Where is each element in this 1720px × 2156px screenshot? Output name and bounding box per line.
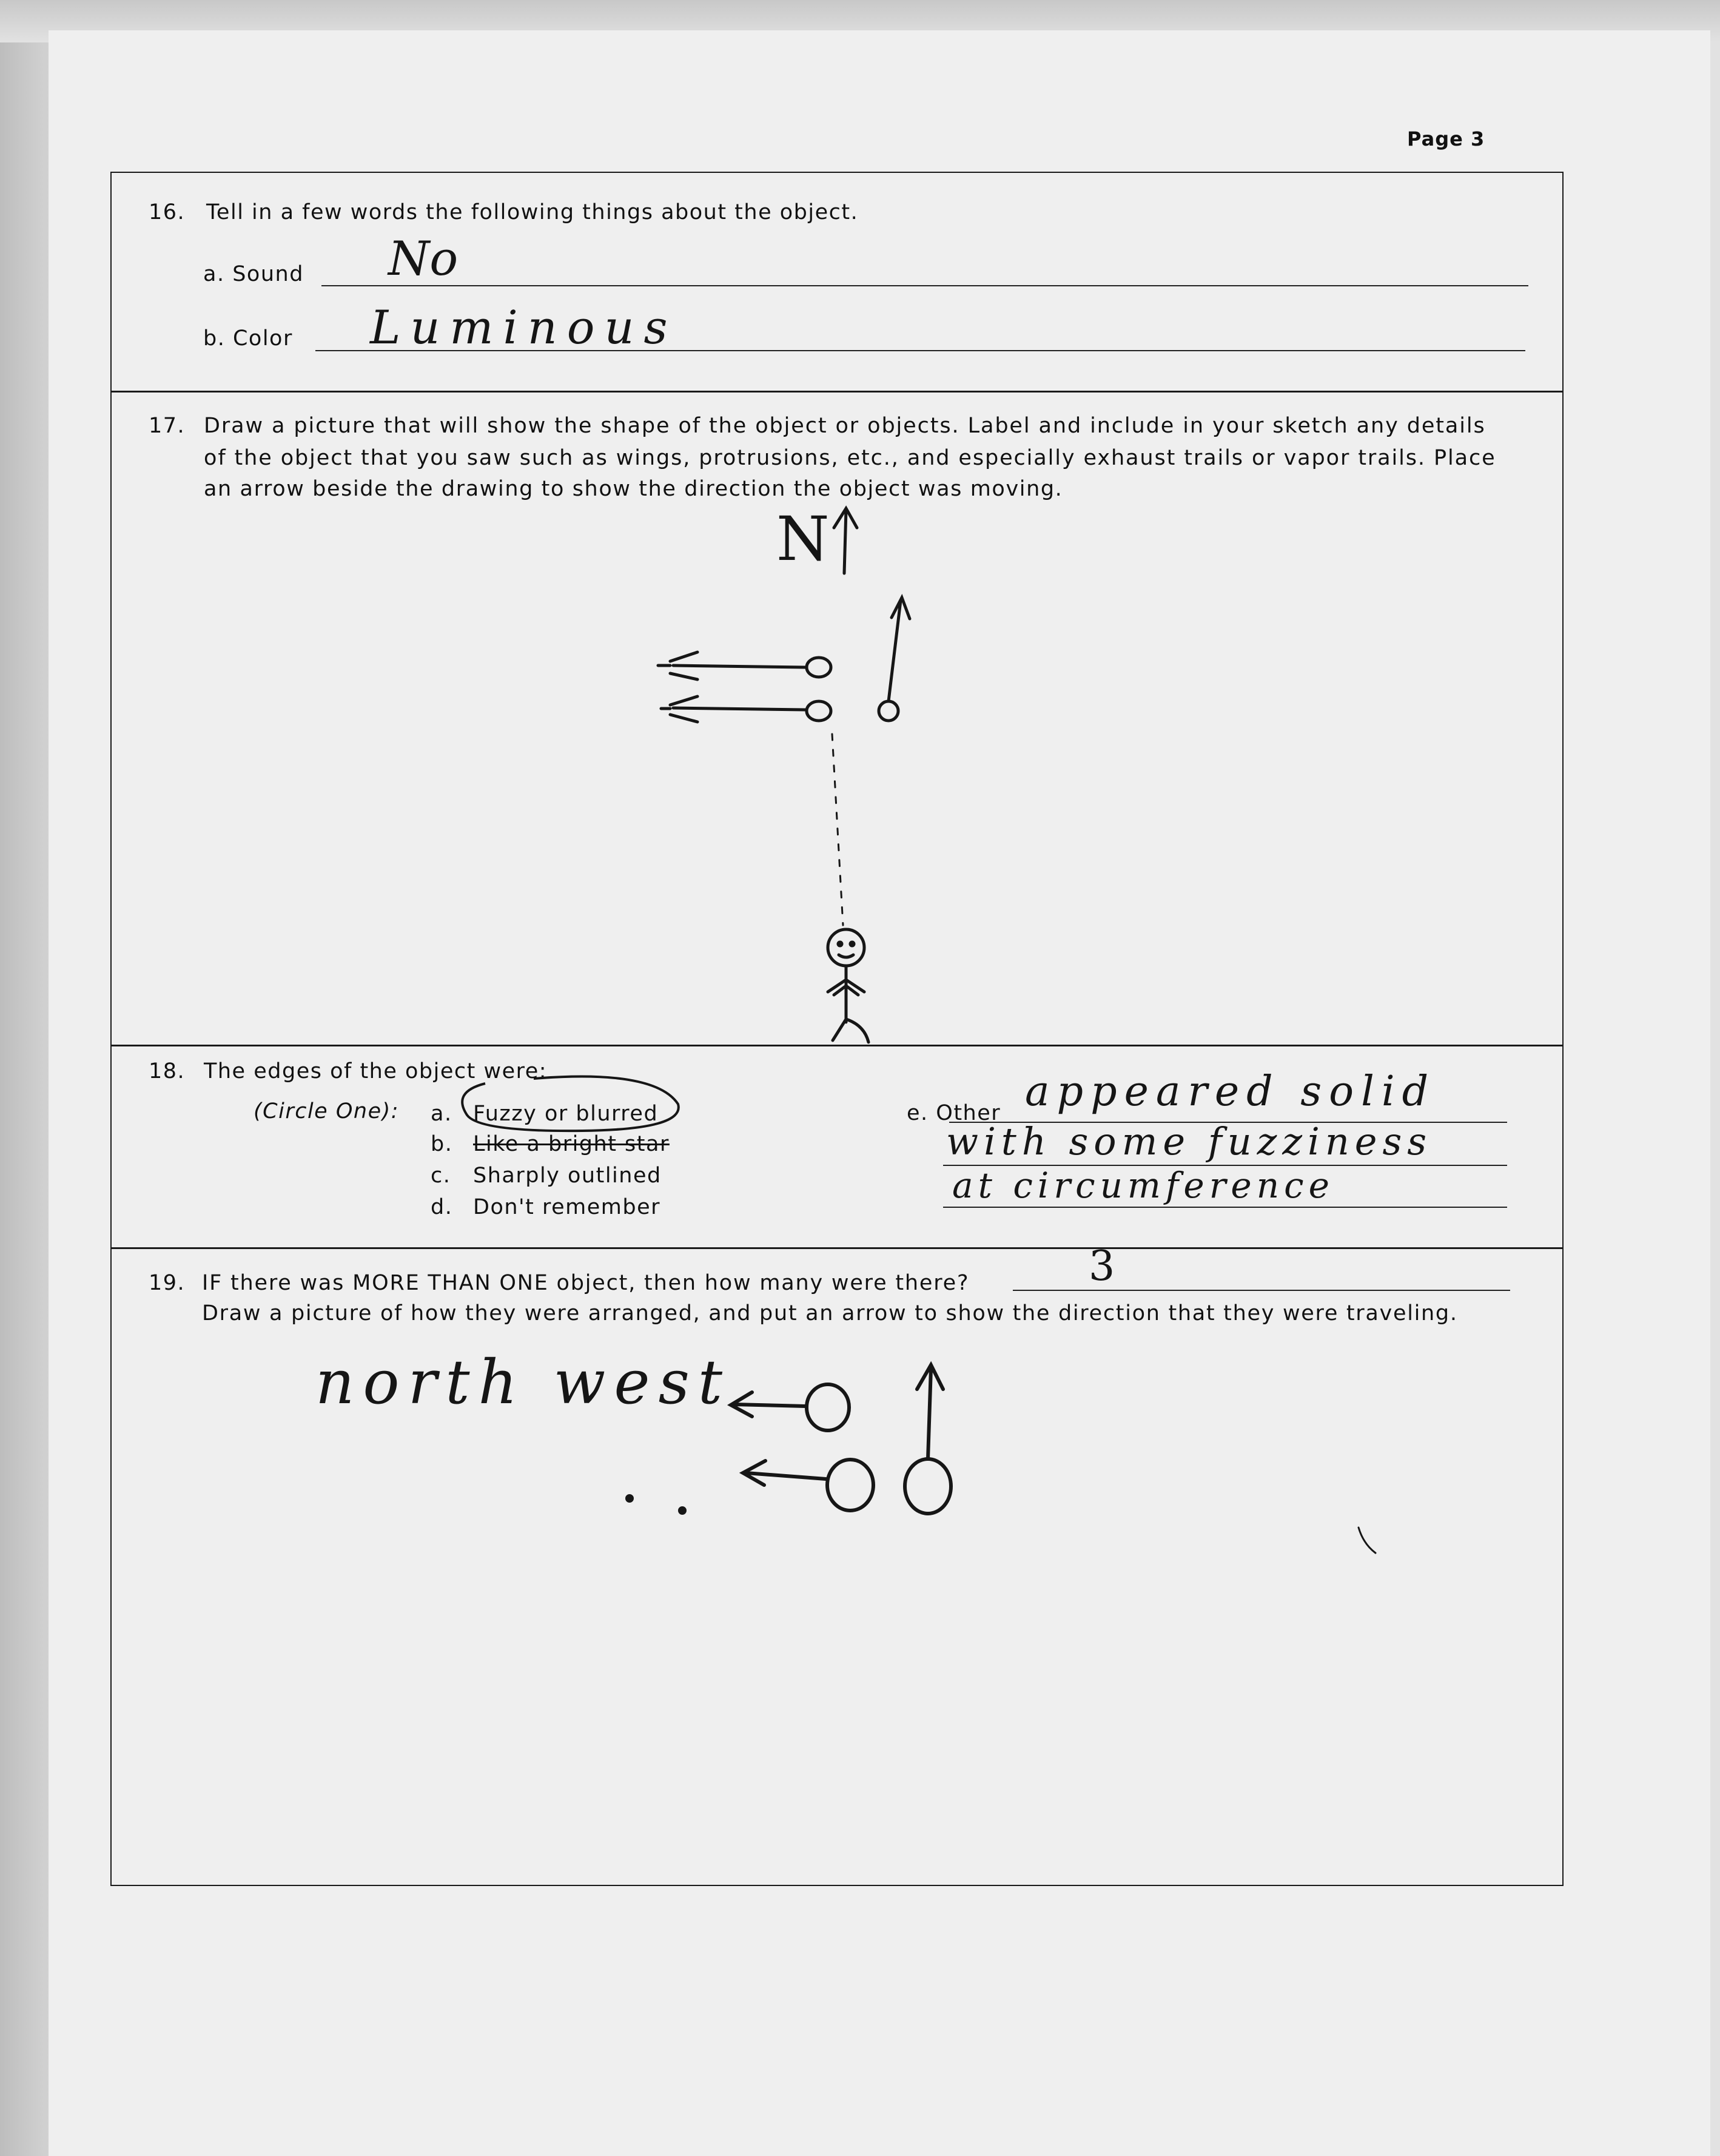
q19-number: 19. [149,1271,186,1295]
other-label: e. Other [907,1101,1001,1125]
option-d-letter: d. [431,1195,453,1219]
q19-line2: Draw a picture of how they were arranged, and put an arrow to show the direction that they were traveling. [202,1301,1458,1326]
q18-prompt: The edges of the object were: [204,1059,548,1083]
north-label: N [776,504,830,574]
page-number: Page 3 [1407,127,1485,150]
circle-one-label: (Circle One): [254,1099,400,1123]
option-c-letter: c. [431,1164,451,1188]
option-b-letter: b. [431,1132,453,1156]
q17-line2: of the object that you saw such as wings, protrusions, etc., and especially exhaust trails or vapor trails. Place [204,446,1496,470]
other-answer-line2[interactable]: with some fuzziness [946,1119,1433,1164]
other-answer-line3[interactable]: at circumference [952,1165,1334,1206]
option-a-letter: a. [431,1102,452,1126]
object-count-answer[interactable]: 3 [1089,1242,1115,1290]
q17-line3: an arrow beside the drawing to show the direction the object was moving. [204,477,1063,501]
other-answer-line1[interactable]: appeared solid [1025,1068,1436,1116]
color-label: b. Color [203,326,293,351]
color-answer[interactable]: Luminous [370,300,677,354]
option-b-text[interactable]: Like a bright star [473,1132,670,1156]
option-c-text[interactable]: Sharply outlined [473,1164,662,1188]
q16-number: 16. [149,200,186,224]
q18-number: 18. [149,1059,186,1083]
sound-answer[interactable]: No [388,232,459,286]
option-a-text[interactable]: Fuzzy or blurred [473,1102,659,1126]
q19-line1: IF there was MORE THAN ONE object, then how many were there? [202,1271,970,1295]
q16-prompt: Tell in a few words the following things about the object. [206,200,859,224]
sound-label: a. Sound [203,262,304,286]
direction-label: north west [315,1347,731,1418]
q17-line1: Draw a picture that will show the shape of the object or objects. Label and include in your sketch any details [204,414,1486,438]
option-d-text[interactable]: Don't remember [473,1195,661,1219]
q17-number: 17. [149,414,186,438]
